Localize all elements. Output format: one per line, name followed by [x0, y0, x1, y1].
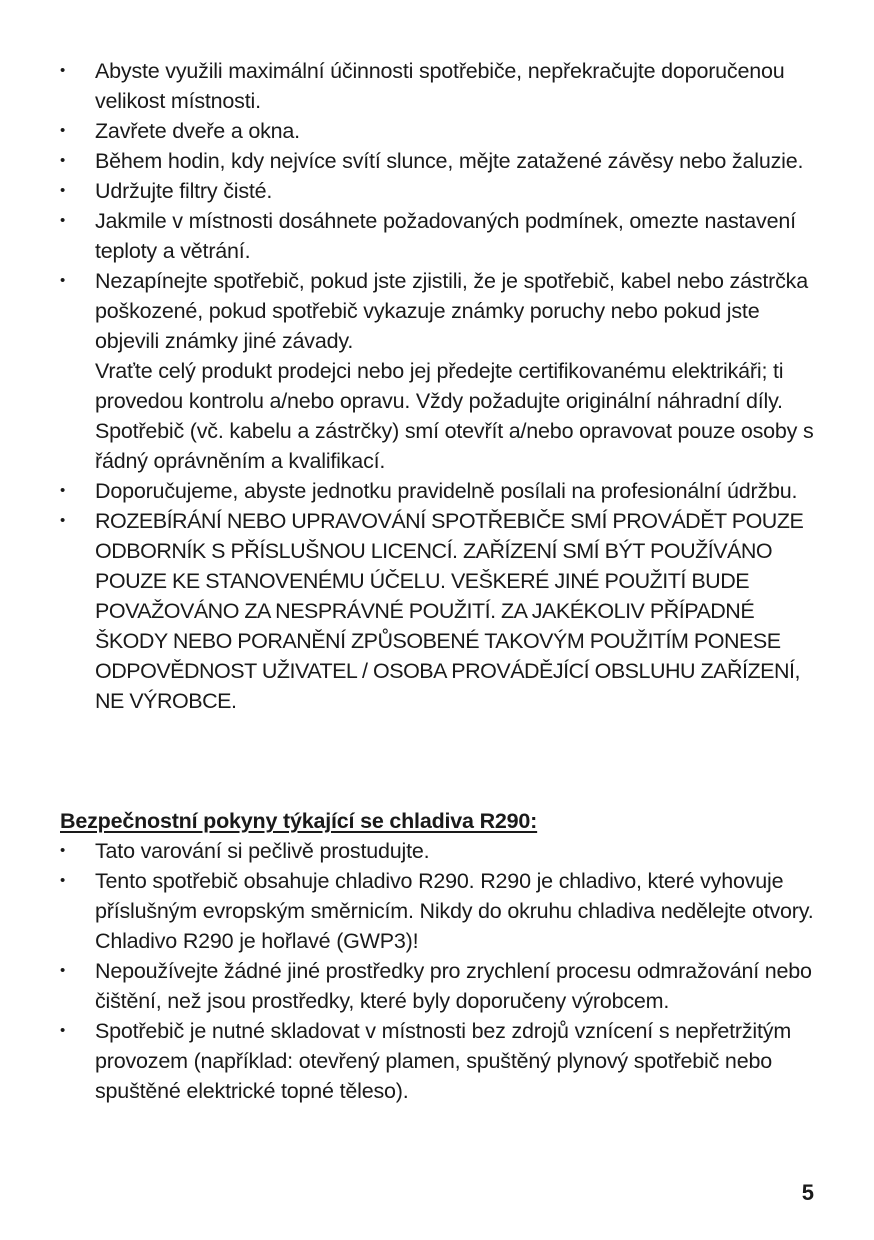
- list-item: [60, 956, 814, 1016]
- bullet-icon: •: [60, 512, 66, 529]
- list-item-text: Tento spotřebič obsahuje chladivo R290. R290 je chladivo, které vyhovuje příslušným evropským směrnicím. Nikdy do okruhu chladiva nedělejte otvory. Chladivo R290 je hořlavé (GWP3)!: [95, 869, 814, 953]
- list-item: [60, 176, 814, 206]
- list-item: [60, 266, 814, 476]
- list-item-text: Jakmile v místnosti dosáhnete požadovaných podmínek, omezte nastavení teploty a větrání.: [95, 209, 796, 263]
- bullet-icon: •: [60, 152, 66, 169]
- list-item: [60, 1016, 814, 1106]
- list-item: [60, 56, 814, 116]
- section-heading: Bezpečnostní pokyny týkající se chladiva R290:: [60, 809, 538, 833]
- bullet-icon: •: [60, 962, 66, 979]
- list-item: [60, 206, 814, 266]
- bullet-icon: •: [60, 182, 66, 199]
- list-item: [60, 146, 814, 176]
- bullet-icon: •: [60, 272, 66, 289]
- list-item-text: Tato varování si pečlivě prostudujte.: [95, 839, 430, 863]
- refrigerant-bullet-list: [60, 836, 814, 1106]
- list-item-text: Během hodin, kdy nejvíce svítí slunce, mějte zatažené závěsy nebo žaluzie.: [95, 149, 804, 173]
- bullet-icon: •: [60, 482, 66, 499]
- bullet-icon: •: [60, 842, 66, 859]
- list-item-text: Doporučujeme, abyste jednotku pravidelně posílali na profesionální údržbu.: [95, 479, 798, 503]
- list-item: [60, 836, 814, 866]
- list-item-continuation-text: Vraťte celý produkt prodejci nebo jej předejte certifikovanému elektrikáři; ti provedou kontrolu a/nebo opravu. Vždy požadujte originální náhradní díly. Spotřebič (vč. kabelu a zástrčky) smí otevřít a/nebo opravovat pouze osoby s řádný oprávněním a kvalifikací.: [95, 359, 814, 473]
- page-number: 5: [801, 1180, 814, 1205]
- safety-bullet-list: [60, 56, 814, 716]
- list-item-text: Udržujte filtry čisté.: [95, 179, 273, 203]
- bullet-icon: •: [60, 872, 66, 889]
- list-item-text: Nezapínejte spotřebič, pokud jste zjistili, že je spotřebič, kabel nebo zástrčka poškozené, pokud spotřebič vykazuje známky poruchy nebo pokud jste objevili známky jiné závady.: [95, 269, 808, 353]
- bullet-icon: •: [60, 212, 66, 229]
- bullet-icon: •: [60, 122, 66, 139]
- list-item-text: Spotřebič je nutné skladovat v místnosti bez zdrojů vznícení s nepřetržitým provozem (například: otevřený plamen, spuštěný plynový spotřebič nebo spuštěné elektrické topné těleso).: [95, 1019, 792, 1103]
- list-item-text: Nepoužívejte žádné jiné prostředky pro zrychlení procesu odmražování nebo čištění, než jsou prostředky, které byly doporučeny výrobcem.: [95, 959, 812, 1013]
- list-item: [60, 506, 814, 716]
- warning-text: ROZEBÍRÁNÍ NEBO UPRAVOVÁNÍ SPOTŘEBIČE SMÍ PROVÁDĚT POUZE ODBORNÍK S PŘÍSLUŠNOU LICENCÍ. ZAŘÍZENÍ SMÍ BÝT POUŽÍVÁNO POUZE KE STANOVENÉMU ÚČELU. VEŠKERÉ JINÉ POUŽITÍ BUDE POVAŽOVÁNO ZA NESPRÁVNÉ POUŽITÍ. ZA JAKÉKOLIV PŘÍPADNÉ ŠKODY NEBO PORANĚNÍ ZPŮSOBENÉ TAKOVÝM POUŽITÍM PONESE ODPOVĚDNOST UŽIVATEL / OSOBA PROVÁDĚJÍCÍ OBSLUHU ZAŘÍZENÍ, NE VÝROBCE.: [95, 509, 804, 713]
- bullet-icon: •: [60, 1022, 66, 1039]
- bullet-icon: •: [60, 62, 66, 79]
- list-item: [60, 866, 814, 956]
- list-item: [60, 116, 814, 146]
- list-item: [60, 476, 814, 506]
- list-item-text: Abyste využili maximální účinnosti spotřebiče, nepřekračujte doporučenou velikost místnosti.: [95, 59, 785, 113]
- list-item-text: Zavřete dveře a okna.: [95, 119, 300, 143]
